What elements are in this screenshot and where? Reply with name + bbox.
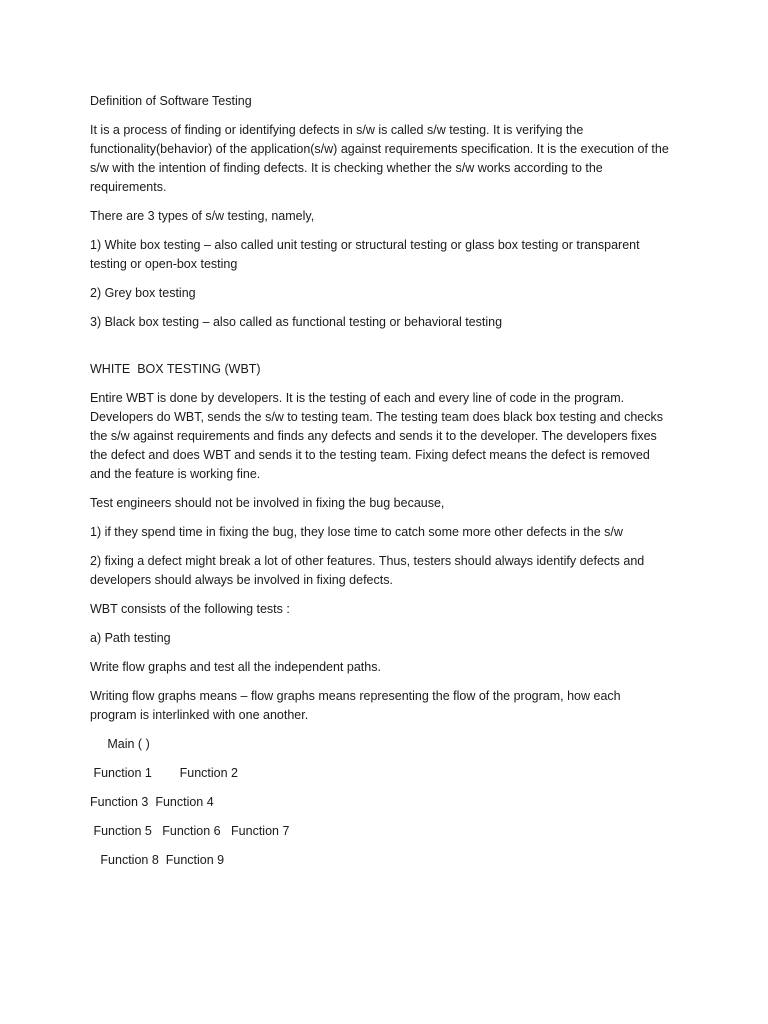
path-testing-heading: a) Path testing — [90, 631, 171, 645]
flow-line-3: Function 5 Function 6 Function 7 — [90, 824, 290, 838]
wbt-paragraph: Entire WBT is done by developers. It is the testing of each and every line of code in the program. Developers do WBT, sends the s/w to testing team. The testing team does black box testing and checks the s/w against requirements and finds any defects and sends it to the developer. The developers fixes the defect and does WBT and sends it to the testing team. Fixing defect means the defect is removed and the feature is working fine. — [90, 391, 663, 481]
wbt-consists: WBT consists of the following tests : — [90, 602, 290, 616]
document-title: Definition of Software Testing — [90, 94, 252, 108]
flow-line-main: Main ( ) — [90, 737, 150, 751]
definition-paragraph: It is a process of finding or identifying defects in s/w is called s/w testing. It is verifying the functionality(behavior) of the application(s/w) against requirements specification. It is the execution of the s/w with the intention of finding defects. It is checking whether the s/w works according to the requirements. — [90, 123, 669, 194]
document-body — [90, 92, 670, 880]
type-item-grey-box: 2) Grey box testing — [90, 286, 196, 300]
wbt-heading: WHITE BOX TESTING (WBT) — [90, 362, 261, 376]
engineers-intro: Test engineers should not be involved in fixing the bug because, — [90, 496, 445, 510]
flow-graphs-line: Write flow graphs and test all the independent paths. — [90, 660, 381, 674]
type-item-white-box: 1) White box testing – also called unit testing or structural testing or glass box testing or transparent testing or open-box testing — [90, 238, 640, 271]
flow-line-4: Function 8 Function 9 — [90, 853, 225, 867]
flow-diagram-text — [90, 735, 670, 870]
flow-line-1: Function 1 Function 2 — [90, 766, 238, 780]
reason-item-1: 1) if they spend time in fixing the bug, they lose time to catch some more other defects in the s/w — [90, 525, 623, 539]
type-item-black-box: 3) Black box testing – also called as functional testing or behavioral testing — [90, 315, 503, 329]
flow-line-2: Function 3 Function 4 — [90, 795, 214, 809]
reason-item-2: 2) fixing a defect might break a lot of other features. Thus, testers should always identify defects and developers should always be involved in fixing defects. — [90, 554, 645, 587]
types-intro: There are 3 types of s/w testing, namely, — [90, 209, 315, 223]
flow-graphs-meaning: Writing flow graphs means – flow graphs means representing the flow of the program, how each program is interlinked with one another. — [90, 689, 621, 722]
